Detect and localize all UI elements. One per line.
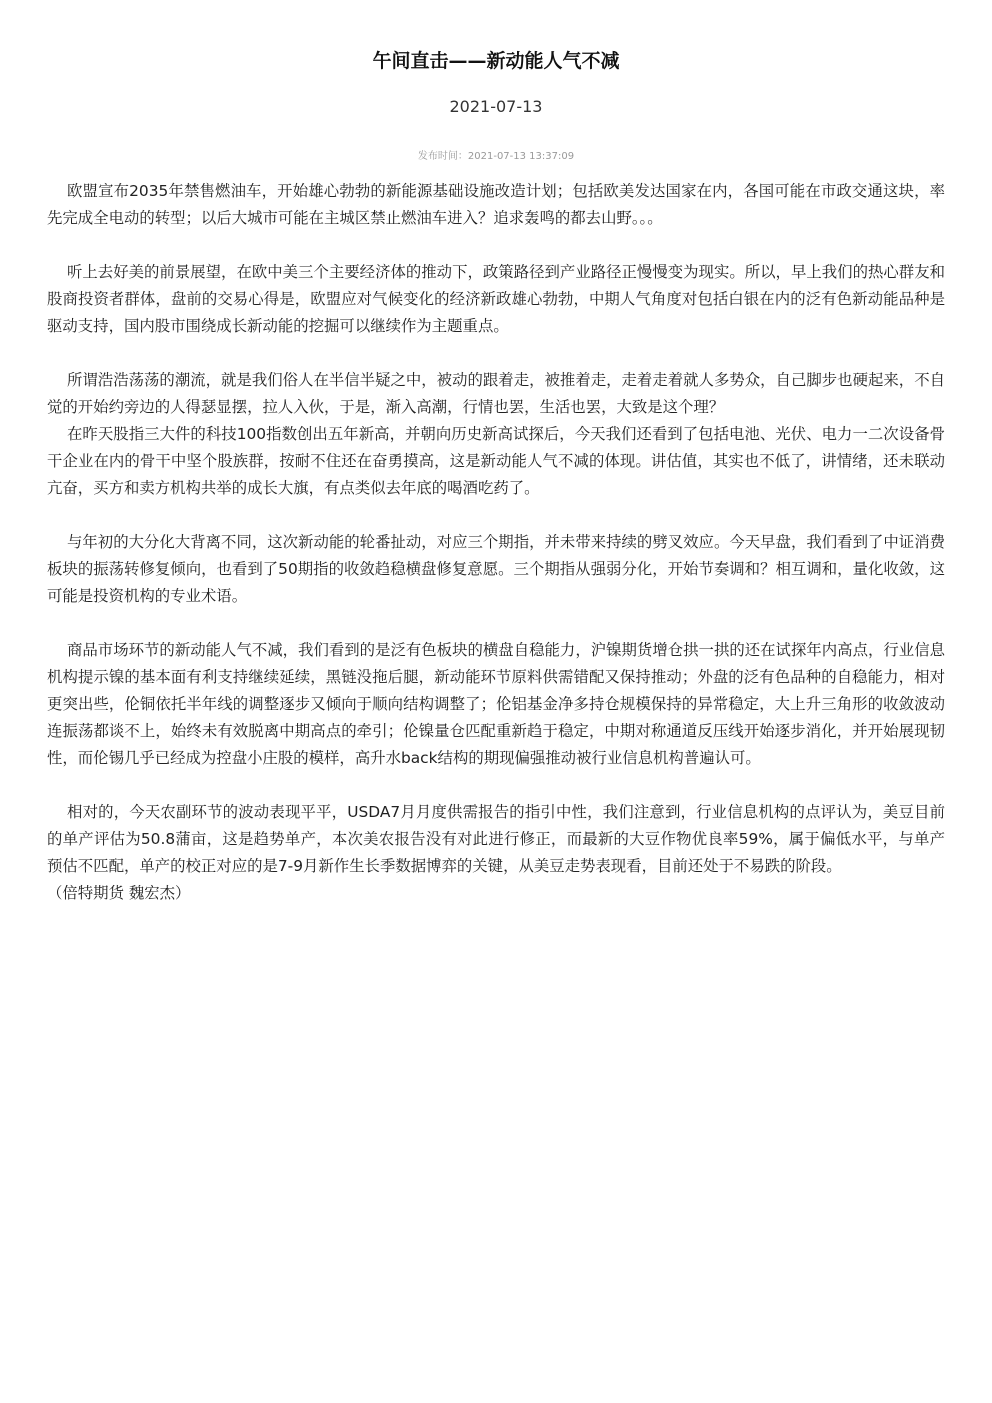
- paragraph-6: 商品市场环节的新动能人气不减，我们看到的是泛有色板块的横盘自稳能力，沪镍期货增仓拱一拱的还在试探年内高点，行业信息机构提示镍的基本面有利支持继续延续，黑链没拖后腿，新动能环节原料供需错配又保持推动；外盘的泛有色品种的自稳能力，相对更突出些，伦铜依托半年线的调整逐步又倾向于顺向结构调整了；伦铝基金净多持仓规模保持的异常稳定，大上升三角形的收敛波动连振荡都谈不上，始终未有效脱离中期高点的牵引；伦镍量仓匹配重新趋于稳定，中期对称通道反压线开始逐步消化，并开始展现韧性，而伦锡几乎已经成为控盘小庄股的模样，高升水back结构的期现偏强推动被行业信息机构普遍认可。: [47, 641, 945, 767]
- document-date: 2021-07-13: [449, 97, 543, 116]
- paragraph-7: 相对的，今天农副环节的波动表现平平，USDA7月月度供需报告的指引中性，我们注意到，行业信息机构的点评认为，美豆目前的单产评估为50.8蒲亩，这是趋势单产，本次美农报告没有对此进行修正，而最新的大豆作物优良率59%，属于偏低水平，与单产预估不匹配，单产的校正对应的是7-9月新作生长季数据博弈的关键，从美豆走势表现看，目前还处于不易跌的阶段。: [47, 803, 945, 875]
- document-title: 午间直击——新动能人气不减: [372, 50, 620, 72]
- paragraph-5: 与年初的大分化大背离不同，这次新动能的轮番扯动，对应三个期指，并未带来持续的劈叉效应。今天早盘，我们看到了中证消费板块的振荡转修复倾向，也看到了50期指的收敛趋稳横盘修复意愿。三个期指从强弱分化，开始节奏调和？相互调和，量化收敛，这可能是投资机构的专业术语。: [47, 533, 945, 605]
- paragraph-4: 在昨天股指三大件的科技100指数创出五年新高，并朝向历史新高试探后，今天我们还看到了包括电池、光伏、电力一二次设备骨干企业在内的骨干中坚个股族群，按耐不住还在奋勇摸高，这是新动能人气不减的体现。讲估值，其实也不低了，讲情绪，还未联动亢奋，买方和卖方机构共举的成长大旗，有点类似去年底的喝酒吃药了。: [47, 425, 945, 497]
- paragraph-1: 欧盟宣布2035年禁售燃油车，开始雄心勃勃的新能源基础设施改造计划；包括欧美发达国家在内，各国可能在市政交通这块，率先完成全电动的转型；以后大城市可能在主城区禁止燃油车进入？追求轰鸣的都去山野。。。: [47, 182, 945, 227]
- paragraph-3: 所谓浩浩荡荡的潮流，就是我们俗人在半信半疑之中，被动的跟着走，被推着走，走着走着就人多势众，自己脚步也硬起来，不自觉的开始约旁边的人得瑟显摆，拉人入伙，于是，渐入高潮，行情也罢，生活也罢，大致是这个理？: [47, 371, 945, 416]
- paragraph-2: 听上去好美的前景展望，在欧中美三个主要经济体的推动下，政策路径到产业路径正慢慢变为现实。所以，早上我们的热心群友和股商投资者群体，盘前的交易心得是，欧盟应对气候变化的经济新政雄心勃勃，中期人气角度对包括白银在内的泛有色新动能品种是驱动支持，国内股市围绕成长新动能的挖掘可以继续作为主题重点。: [47, 263, 945, 335]
- publish-time: 发布时间：2021-07-13 13:37:09: [417, 151, 575, 162]
- article-body: [47, 178, 945, 907]
- author-signature: （倍特期货 魏宏杰）: [47, 884, 191, 902]
